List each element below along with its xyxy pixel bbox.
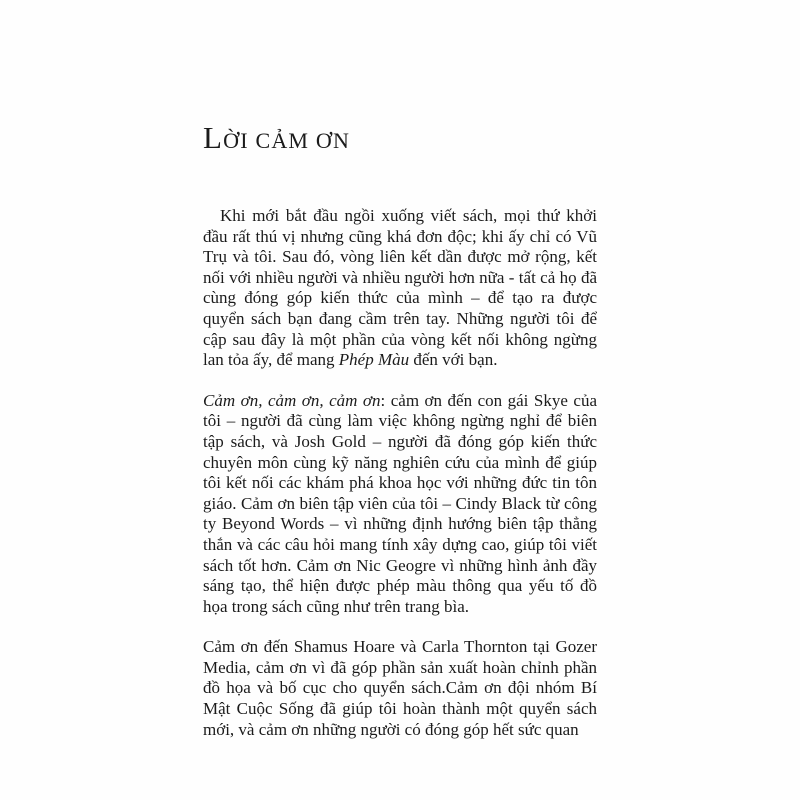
- text-segment: Cảm ơn, cảm ơn, cảm ơn: [203, 390, 381, 410]
- paragraph: [203, 637, 597, 740]
- text-segment: : cảm ơn đến con gái Skye của tôi – người đã cùng làm việc không ngừng nghỉ để biên tập sách, và Josh Gold – người đã đóng góp kiến thức chuyên môn cùng kỹ năng nghiên cứu của mình để giúp tôi kết nối các khám phá khoa học với những đức tin tôn giáo. Cảm ơn biên tập viên của tôi – Cindy Black từ công ty Beyond Words – vì những định hướng biên tập thẳng thắn và các câu hỏi mang tính xây dựng cao, giúp tôi viết sách tốt hơn. Cảm ơn Nic Geogre vì những hình ảnh đầy sáng tạo, thể hiện được phép màu thông qua yếu tố đồ họa trong sách cũng như trên trang bìa.: [203, 390, 597, 616]
- text-segment: Cảm ơn đến Shamus Hoare và Carla Thornton tại Gozer Media, cảm ơn vì đã góp phần sản xuất hoàn chỉnh phần đồ họa và bố cục cho quyển sách.Cảm ơn đội nhóm Bí Mật Cuộc Sống đã giúp tôi hoàn thành một quyển sách mới, và cảm ơn những người có đóng góp hết sức quan: [203, 637, 597, 739]
- text-segment: Khi mới bắt đầu ngồi xuống viết sách, mọi thứ khởi đầu rất thú vị nhưng cũng khá đơn độc; khi ấy chỉ có Vũ Trụ và tôi. Sau đó, vòng liên kết dần được mở rộng, kết nối với nhiều người và nhiều người hơn nữa - tất cả họ đã cùng đóng góp kiến thức của mình – để tạo ra được quyển sách bạn đang cầm trên tay. Những người tôi để cập sau đây là một phần của vòng kết nối không ngừng lan tỏa ấy, để mang: [203, 206, 597, 370]
- page-title: LỜI CẢM ƠN: [203, 120, 351, 155]
- text-segment: Phép Màu: [338, 350, 410, 370]
- paragraph: [203, 391, 597, 618]
- paragraph: [203, 206, 597, 371]
- text-block: [203, 120, 597, 740]
- body-text: [203, 206, 597, 740]
- text-segment: đến với bạn.: [409, 350, 498, 370]
